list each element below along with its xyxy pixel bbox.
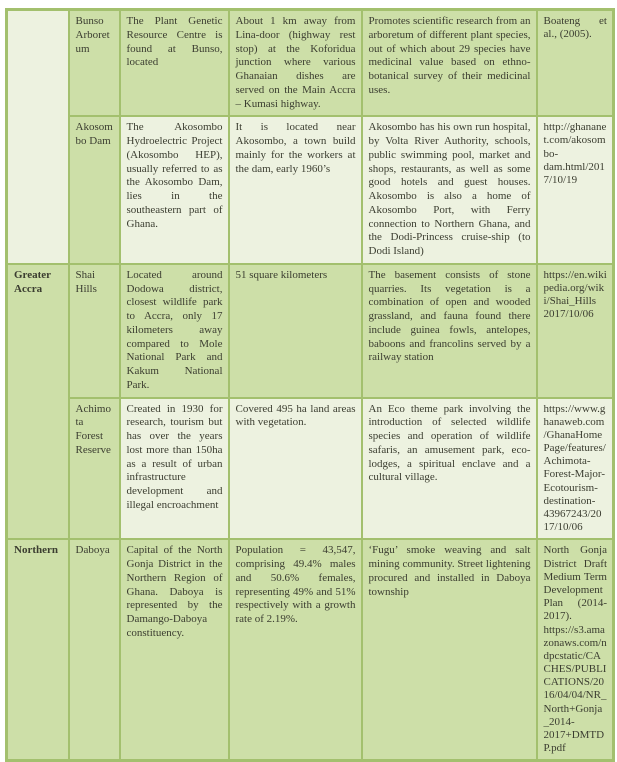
features-cell: The basement consists of stone quarries. Its vegetation is a combination of open and wooded grassland, and fauna found there include guinea fowls, antelopes, baboons and francolins served by a railway station bbox=[362, 264, 537, 398]
location-cell: Covered 495 ha land areas with vegetation. bbox=[229, 398, 362, 540]
site-cell: Shai Hills bbox=[69, 264, 120, 398]
table-row bbox=[7, 10, 614, 117]
description-cell: Located around Dodowa district, closest wildlife park to Accra, only 17 kilometers away compared to Mole National Park and Kakum National Park. bbox=[120, 264, 229, 398]
features-cell: Akosombo has his own run hospital, by Volta River Authority, schools, public swimming pool, market and shops, restaurants, as well as some good hotels and guest houses. Akosombo is also a home of Akosombo Port, with Ferry connection to Northern Ghana, and the Dodi-Princess cruise-ship (to Dodi Island) bbox=[362, 116, 537, 264]
site-cell: Akosombo Dam bbox=[69, 116, 120, 264]
region-cell: Northern bbox=[7, 539, 69, 761]
region-cell: Greater Accra bbox=[7, 264, 69, 540]
ecotourism-sites-table-container bbox=[5, 8, 615, 762]
site-cell: Achimota Forest Reserve bbox=[69, 398, 120, 540]
source-cell: Boateng et al., (2005). bbox=[537, 10, 614, 117]
description-cell: Capital of the North Gonja District in the Northern Region of Ghana. Daboya is represented by the Damango-Daboya constituency. bbox=[120, 539, 229, 761]
table-row bbox=[7, 264, 614, 398]
location-cell: It is located near Akosombo, a town build mainly for the workers at the dam, early 1960’s bbox=[229, 116, 362, 264]
features-cell: ‘Fugu’ smoke weaving and salt mining community. Street lightening procured and installed in Daboya township bbox=[362, 539, 537, 761]
source-cell: North Gonja District Draft Medium Term Development Plan (2014-2017). https://s3.amazonaws.com/ndpcstatic/CACHES/PUBLICATIONS/2016/04/04/NR_North+Gonja_2014-2017+DMTDP.pdf bbox=[537, 539, 614, 761]
site-cell: Bunso Arboretum bbox=[69, 10, 120, 117]
source-cell: https://en.wikipedia.org/wiki/Shai_Hills 2017/10/06 bbox=[537, 264, 614, 398]
table-row bbox=[7, 539, 614, 761]
location-cell: About 1 km away from Lina-door (highway rest stop) at the Koforidua junction where various Ghanaian dishes are served on the Main Accra – Kumasi highway. bbox=[229, 10, 362, 117]
description-cell: The Plant Genetic Resource Centre is found at Bunso, located bbox=[120, 10, 229, 117]
description-cell: Created in 1930 for research, tourism but has over the years lost more than 150ha as a result of urban infrastructure development and illegal encroachment bbox=[120, 398, 229, 540]
location-cell: 51 square kilometers bbox=[229, 264, 362, 398]
source-cell: https://www.ghanaweb.com/GhanaHomePage/features/Achimota-Forest-Major-Ecotourism-destination-43967243/2017/10/06 bbox=[537, 398, 614, 540]
description-cell: The Akosombo Hydroelectric Project (Akosombo HEP), usually referred to as the Akosombo Dam, lies in the southeastern part of Ghana. bbox=[120, 116, 229, 264]
source-cell: http://ghananet.com/akosombo-dam.html/2017/10/19 bbox=[537, 116, 614, 264]
ecotourism-sites-table bbox=[5, 8, 615, 762]
site-cell: Daboya bbox=[69, 539, 120, 761]
table-row bbox=[7, 398, 614, 540]
region-cell bbox=[7, 10, 69, 264]
table-row bbox=[7, 116, 614, 264]
features-cell: Promotes scientific research from an arboretum of different plant species, out of which about 29 species have medicinal value based on ethno-botanical survey of their medicinal uses. bbox=[362, 10, 537, 117]
location-cell: Population = 43,547, comprising 49.4% males and 50.6% females, representing 49% and 51% respectively with a growth rate of 2.19%. bbox=[229, 539, 362, 761]
features-cell: An Eco theme park involving the introduction of selected wildlife species and operation of wildlife safaris, an amusement park, eco-lodges, a spiritual enclave and a cultural village. bbox=[362, 398, 537, 540]
